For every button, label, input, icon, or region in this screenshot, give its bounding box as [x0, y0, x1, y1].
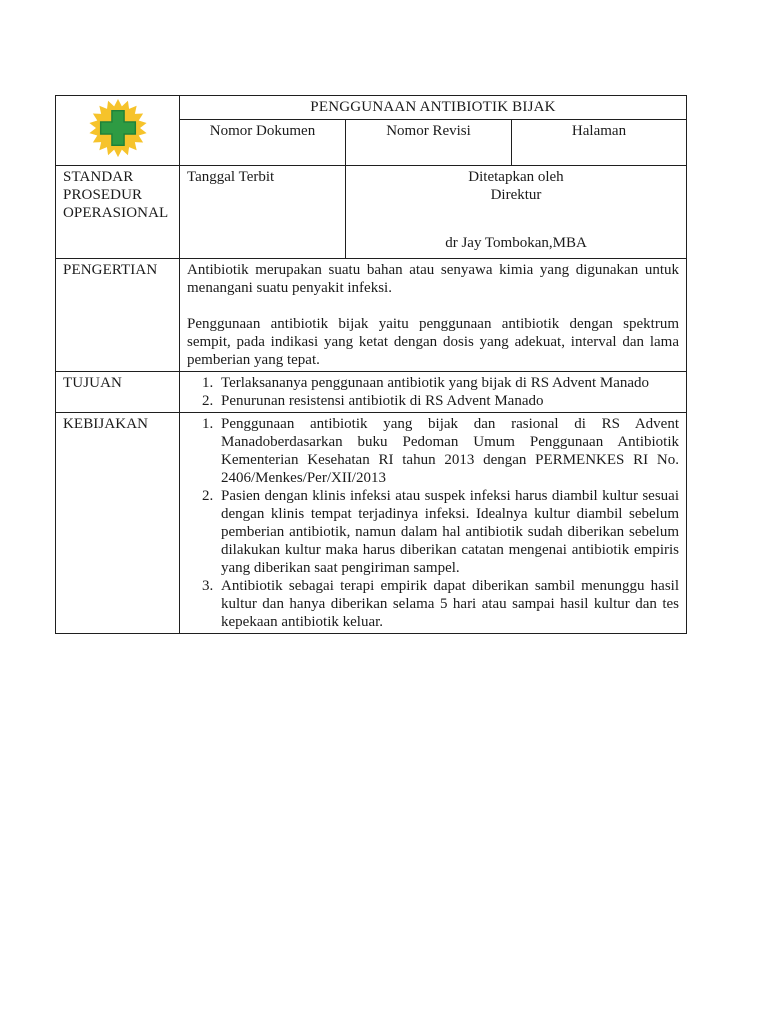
- logo-cell: [56, 96, 180, 166]
- ditetapkan-oleh-text: Ditetapkan oleh: [468, 169, 564, 185]
- halaman-label: Halaman: [512, 120, 687, 166]
- list-item: 3. Antibiotik sebagai terapi empirik dapat diberikan sambil menunggu hasil kultur dan hanya diberikan selama 5 hari atau sampai hasil kultur dan tes kepekaan antibiotik keluar.: [217, 577, 679, 631]
- pengertian-content: [180, 259, 687, 372]
- ditetapkan-cell: [346, 166, 687, 259]
- nomor-revisi-label: Nomor Revisi: [346, 120, 512, 166]
- spo-table: [55, 95, 687, 634]
- hospital-sun-cross-logo: [87, 98, 149, 158]
- document-title: PENGGUNAAN ANTIBIOTIK BIJAK: [180, 96, 687, 120]
- list-item: 1. Terlaksananya penggunaan antibiotik yang bijak di RS Advent Manado: [217, 374, 679, 392]
- pengertian-paragraph: Antibiotik merupakan suatu bahan atau senyawa kimia yang digunakan untuk menangani suatu penyakit infeksi.: [187, 262, 679, 296]
- list-item: 2. Penurunan resistensi antibiotik di RS Advent Manado: [217, 392, 679, 410]
- list-item: 2. Pasien dengan klinis infeksi atau suspek infeksi harus diambil kultur sesuai dengan klinis tempat terjadinya infeksi. Idealnya kultur diambil sebelum pemberian antibiotik, namun dalam hal antibiotik sudah diberikan sebelum dilakukan kultur maka harus diberikan catatan mengenai antibiotik empiris yang diberikan saat pengiriman sampel.: [217, 487, 679, 577]
- table-row-title: [56, 96, 687, 120]
- table-row-tujuan: [56, 372, 687, 413]
- tujuan-list: [187, 374, 679, 410]
- kebijakan-content: [180, 413, 687, 634]
- table-row-pengertian: [56, 259, 687, 372]
- direktur-name-text: dr Jay Tombokan,MBA: [445, 235, 587, 251]
- direktur-text: Direktur: [490, 187, 542, 203]
- nomor-dokumen-label: Nomor Dokumen: [180, 120, 346, 166]
- spo-label: STANDAR PROSEDUR OPERASIONAL: [56, 166, 180, 259]
- kebijakan-label: KEBIJAKAN: [56, 413, 180, 634]
- tanggal-terbit-label: Tanggal Terbit: [180, 166, 346, 259]
- table-row-terbit: [56, 166, 687, 259]
- kebijakan-list: [187, 415, 679, 631]
- list-item: 1. Penggunaan antibiotik yang bijak dan rasional di RS Advent Manadoberdasarkan buku Pedoman Umum Penggunaan Antibiotik Kementerian Kesehatan RI tahun 2013 dengan PERMENKES RI No. 2406/Menkes/Per/XII/2013: [217, 415, 679, 487]
- pengertian-label: PENGERTIAN: [56, 259, 180, 372]
- tujuan-label: TUJUAN: [56, 372, 180, 413]
- pengertian-paragraph: Penggunaan antibiotik bijak yaitu penggunaan antibiotik dengan spektrum sempit, pada indikasi yang ketat dengan dosis yang adekuat, interval dan lama pemberian yang tepat.: [187, 316, 679, 368]
- tujuan-content: [180, 372, 687, 413]
- table-row-kebijakan: [56, 413, 687, 634]
